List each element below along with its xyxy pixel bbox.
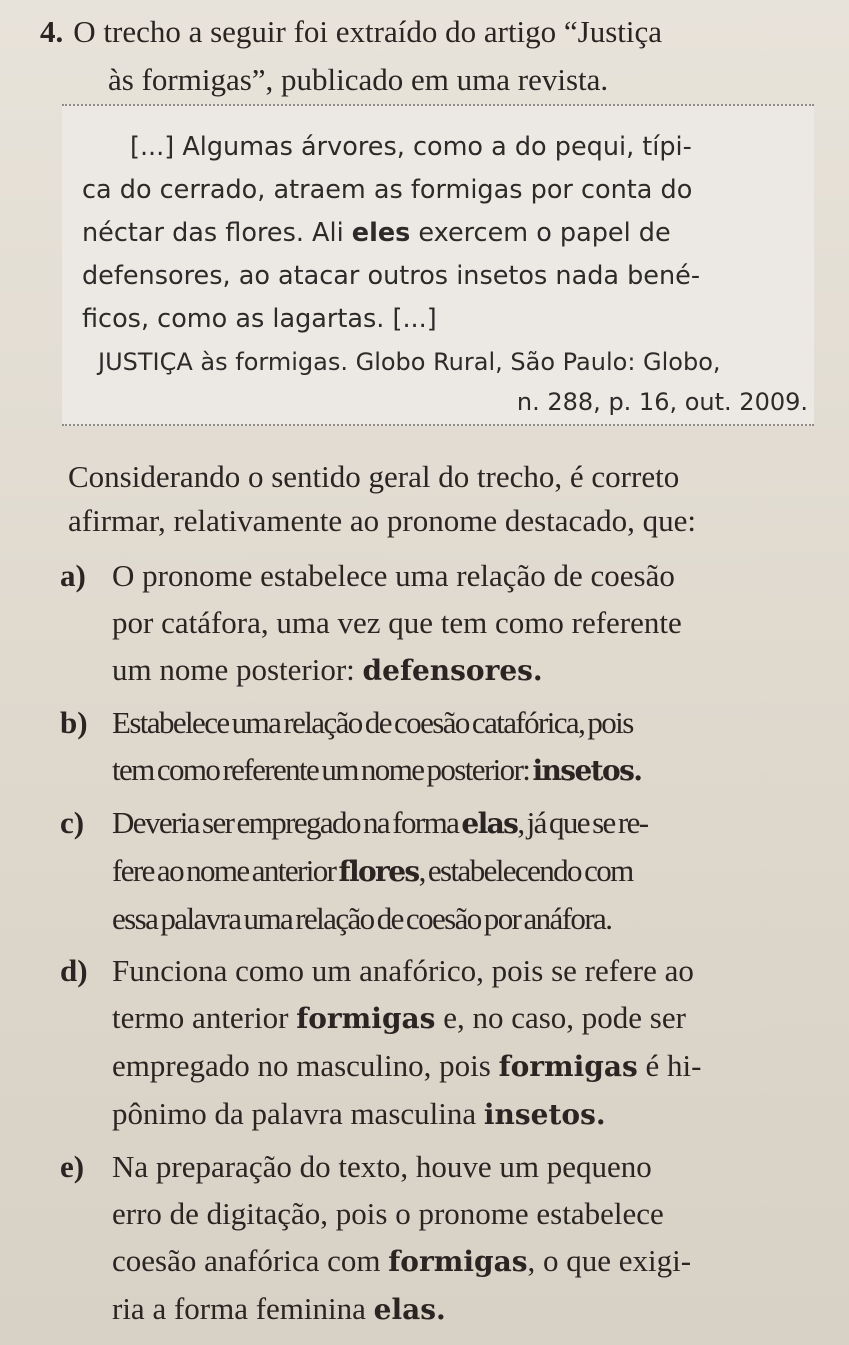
highlighted-pronoun: eles (351, 218, 411, 248)
option-bold-word: defensores. (362, 654, 543, 687)
option-text: tem como referente um nome posterior: (112, 752, 533, 787)
option-bold-word: formigas (296, 1002, 436, 1035)
option-text: , já que se re- (517, 805, 648, 840)
option-text: empregado no masculino, pois (112, 1048, 499, 1083)
quote-text-segment: exercem o papel de (410, 218, 671, 248)
option-a[interactable] (60, 552, 830, 694)
option-text: coesão anafórica com (112, 1243, 389, 1278)
option-line (60, 799, 830, 847)
option-text: , o que exigi- (527, 1243, 692, 1278)
option-text: é hi- (637, 1048, 702, 1083)
question-intro-line-1: O trecho a seguir foi extraído do artigo “Justiça (73, 14, 663, 49)
option-line (60, 847, 830, 895)
option-line (60, 1042, 830, 1090)
option-bold-word: formigas (498, 1050, 638, 1083)
option-bold-word: elas (461, 807, 518, 840)
question-number: 4. (40, 14, 64, 49)
option-text: e, no caso, pode ser (435, 1000, 686, 1035)
quote-box (62, 104, 814, 426)
option-letter: e) (60, 1149, 85, 1184)
option-letter: d) (60, 953, 88, 988)
question-stem (68, 455, 823, 543)
option-text: um nome posterior: (112, 652, 363, 687)
option-text: pônimo da palavra masculina (112, 1096, 484, 1131)
citation (98, 342, 808, 422)
option-line: O pronome estabelece uma relação de coesão (112, 558, 675, 593)
question-header (40, 8, 830, 104)
option-text: Deveria ser empregado na forma (112, 805, 462, 840)
option-b[interactable] (60, 699, 830, 794)
option-text: fere ao nome anterior (112, 853, 339, 888)
option-line: erro de digitação, pois o pronome estabelece (112, 1196, 664, 1231)
option-text: termo anterior (112, 1000, 297, 1035)
option-line (60, 1237, 830, 1285)
option-bold-word: insetos. (532, 754, 642, 787)
option-c[interactable] (60, 799, 830, 942)
quote-line: defensores, ao atacar outros insetos nada bené- (82, 261, 701, 291)
question-intro-line-2: às formigas”, publicado em uma revista. (108, 62, 609, 97)
quote-text-segment: néctar das flores. Ali (82, 218, 352, 248)
option-line (60, 746, 830, 794)
option-line (60, 994, 830, 1042)
option-line: essa palavra uma relação de coesão por anáfora. (112, 901, 612, 936)
citation-line-1: JUSTIÇA às formigas. Globo Rural, São Paulo: Globo, (98, 348, 721, 376)
quote-line (82, 212, 792, 255)
option-line: Estabelece uma relação de coesão catafórica, pois (112, 705, 633, 740)
answer-options (60, 552, 830, 1338)
option-letter: c) (60, 805, 85, 840)
quote-line: ficos, como as lagartas. [...] (82, 304, 437, 334)
quote-line: [...] Algumas árvores, como a do pequi, típi- (130, 132, 692, 162)
option-text: , estabelecendo com (418, 853, 633, 888)
option-line: Funciona como um anafórico, pois se refere ao (112, 953, 694, 988)
option-d[interactable] (60, 947, 830, 1138)
citation-line-2: n. 288, p. 16, out. 2009. (516, 388, 808, 416)
option-bold-word: flores (338, 855, 419, 888)
quote-text (82, 126, 792, 341)
option-line (60, 1090, 830, 1138)
stem-line-2: afirmar, relativamente ao pronome destacado, que: (68, 503, 696, 538)
option-letter: b) (60, 705, 88, 740)
option-text: ria a forma feminina (112, 1291, 374, 1326)
quote-line: ca do cerrado, atraem as formigas por conta do (82, 175, 693, 205)
option-line: por catáfora, uma vez que tem como referente (112, 605, 682, 640)
option-e[interactable] (60, 1143, 830, 1333)
option-letter: a) (60, 558, 86, 593)
option-bold-word: insetos. (483, 1098, 606, 1131)
option-bold-word: elas. (373, 1293, 446, 1326)
option-bold-word: formigas (388, 1245, 528, 1278)
stem-line-1: Considerando o sentido geral do trecho, é correto (68, 459, 680, 494)
option-line (60, 1285, 830, 1333)
option-line: Na preparação do texto, houve um pequeno (112, 1149, 652, 1184)
option-line (60, 646, 830, 694)
